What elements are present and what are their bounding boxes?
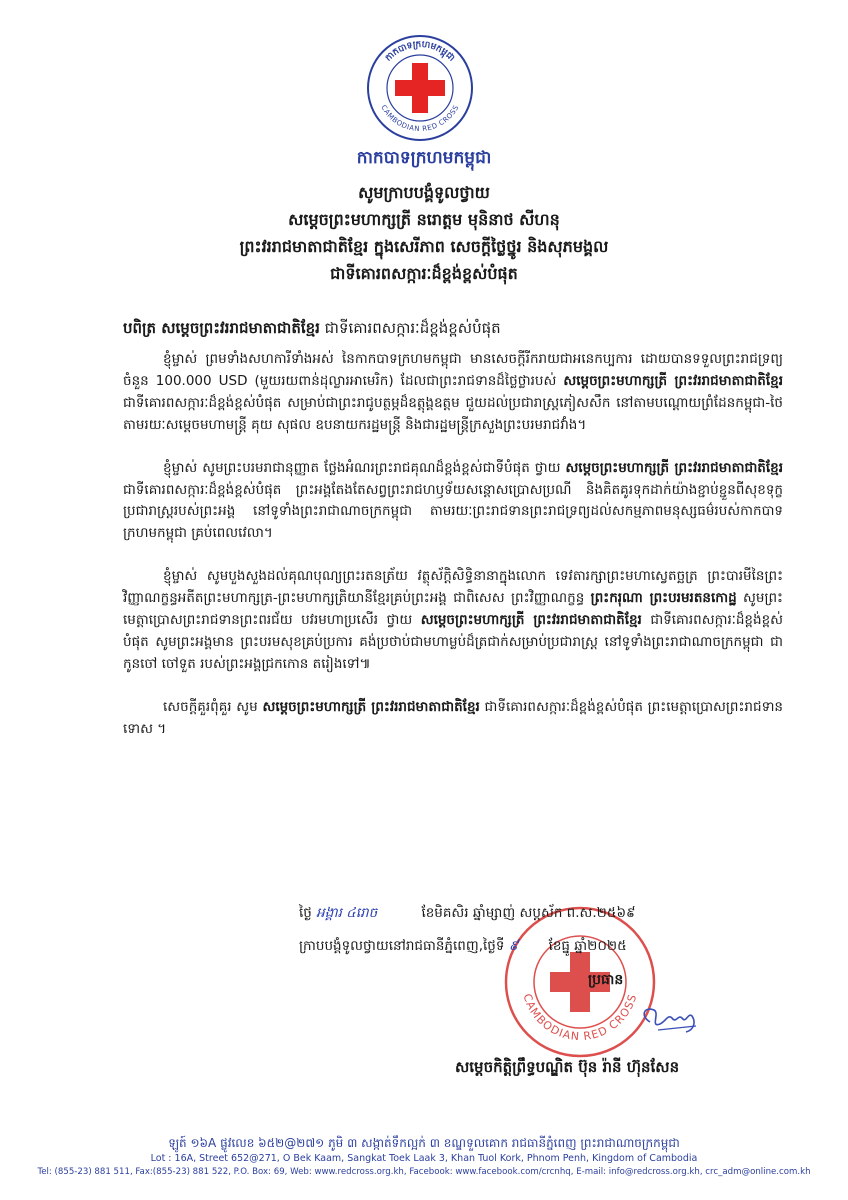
p2-text-c: ជាទីគោរពសក្ការៈដ៏ខ្ពង់ខ្ពស់បំផុត ព្រះអង្គតែងតែសព្វព្រះរាជហឫទ័យសន្តោសប្រោសប្រណី និងគិតគូរទុកដាក់យ៉ាងខ្ជាប់ខ្ជួនពីសុខទុក្ខប្រជារាស្ត្ររបស់ព្រះអង្គ នៅទូទាំងព្រះរាជាណាចក្រកម្ពុជា តាមរយៈព្រះរាជទានព្រះរាជទ្រព្យដល់សកម្មភាពមនុស្សធម៌របស់កាកបាទក្រហមកម្ពុជា គ្រប់ពេលវេលា។ [123, 481, 783, 542]
p4-text-a: សេចក្តីគួរពុំគួរ សូម [163, 698, 263, 715]
p4-text-c: ជាទីគោរពសក្ការៈដ៏ខ្ពង់ខ្ពស់បំផុត ព្រះមេត្តាប្រោសព្រះរាជទានទោស ។ [123, 698, 783, 737]
paragraph-3 [123, 566, 783, 676]
p4-bold-name: សម្តេចព្រះមហាក្សត្រី ព្រះវររាជមាតាជាតិខ្មែរ [262, 698, 480, 715]
heading-3: ព្រះវររាជមាតាជាតិខ្មែរ ក្នុងសេរីភាព សេចក្តីថ្លៃថ្នូរ និងសុភមង្គល [239, 237, 609, 256]
heading-1: សូមក្រាបបង្គំទូលថ្វាយ [358, 183, 490, 202]
heading-4: ជាទីគោរពសក្ការៈដ៏ខ្ពង់ខ្ពស់បំផុត [330, 264, 518, 283]
lunar-date-rest: ខែមិគសិរ ឆ្នាំម្សាញ់ សប្តស័ក ព.ស.២៥៦៩ [421, 905, 636, 921]
logo-english-ring: CAMBODIAN RED CROSS [379, 103, 461, 134]
seal-text: CAMBODIAN RED CROSS [520, 992, 640, 1044]
p2-text-a: ខ្ញុំម្ចាស់ សូមព្រះបរមរាជានុញ្ញាត ថ្លែងអំណរព្រះរាជគុណដ៏ខ្ពង់ខ្ពស់ជាទីបំផុត ថ្វាយ [163, 459, 566, 476]
letter-body [123, 349, 783, 741]
p1-bold-name: សម្តេចព្រះមហាក្សត្រី ព្រះវររាជមាតាជាតិខ្មែរ [563, 372, 784, 389]
p3-text-d: ជាទីគោរពសក្ការៈដ៏ខ្ពង់ខ្ពស់បំផុត សូមព្រះអង្គមាន ព្រះបរមសុខគ្រប់ប្រការ គង់ប្រថាប់ជាមហាម្លប់ដ៏ត្រជាក់សម្រាប់ប្រជារាស្ត្រ នៅទូទាំងព្រះរាជាណាចក្រកម្ពុជា ជាកូនចៅ ចៅទួត របស់ព្រះអង្គជ្រកកោន តរៀងទៅ៕ [123, 612, 783, 672]
solar-date-day: ៩ [508, 938, 519, 954]
lunar-date-label: ថ្ងៃ [299, 905, 312, 921]
salutation-suffix: ជាទីគោរពសក្ការៈដ៏ខ្ពង់ខ្ពស់បំផុត [319, 319, 501, 337]
handwritten-signature [636, 1000, 706, 1040]
signature-title: ប្រធាន [588, 972, 624, 988]
footer-contact: Tel: (855-23) 881 511, Fax:(855-23) 881 522, P.O. Box: 69, Web: www.redcross.org.kh, Facebook: www.facebook.com/crcnhq, E-mail: info@redcross.org.kh, crc_adm@online.com.kh [37, 1167, 811, 1177]
p1-text-a: ខ្ញុំម្ចាស់ ព្រមទាំងសហការីទាំងអស់ នៃកាកបាទក្រហមកម្ពុជា មានសេចក្តីរីករាយជាអនេកប្បការ ដោយបានទទួលព្រះរាជទ្រព្យ ចំនួន 100.000 USD (មួយរយពាន់ដុល្លារអាមេរិក) ដែលជាព្រះរាជទានដ៏ថ្លៃថ្លារបស់ [123, 351, 783, 389]
p1-text-c: ជាទីគោរពសក្ការៈដ៏ខ្ពង់ខ្ពស់បំផុត សម្រាប់ជាព្រះរាជូបត្ថម្ភដ៏ឧត្តុង្គឧត្តម ជួយដល់ប្រជារាស្ត្រភៀសសឹក នៅតាមបណ្តោយព្រំដែនកម្ពុជា-ថៃ តាមរយៈសម្តេចមហាមន្ត្រី គុយ សុផល ឧបនាយករដ្ឋមន្ត្រី និងជារដ្ឋមន្ត្រីក្រសួងព្រះបរមរាជវាំង។ [123, 394, 783, 433]
footer-khmer-address: ឡូត៍ ១៦A ផ្លូវលេខ ៦៥២@២៧១ ភូមិ ៣ សង្កាត់ទឹកល្អក់ ៣ ខណ្ឌទួលគោក រាជធានីភ្នំពេញ ព្រះរាជាណាចក្រកម្ពុជា [168, 1136, 680, 1150]
p3-bold-king: ព្រះករុណា ព្រះបរមរតនកោដ្ឋ [590, 590, 737, 607]
paragraph-4 [123, 697, 783, 741]
solar-date-label: ក្រាបបង្គំទូលថ្វាយនៅរាជធានីភ្នំពេញ,ថ្ងៃទី [299, 938, 505, 954]
logo-khmer-ring: កាកបាទក្រហមកម្ពុជា [383, 39, 457, 64]
p3-text-c: សូមព្រះមេត្តាប្រោសព្រះរាជទានព្រះពរជ័យ បវរមហាប្រសើរ ថ្វាយ [123, 590, 783, 629]
lunar-date [299, 903, 636, 923]
p3-bold-name: សម្តេចព្រះមហាក្សត្រី ព្រះវររាជមាតាជាតិខ្មែរ [420, 612, 642, 629]
salutation-name: បពិត្រ សម្តេចព្រះវររាជមាតាជាតិខ្មែរ [123, 319, 320, 337]
p2-bold-name: សម្តេចព្រះមហាក្សត្រី ព្រះវររាជមាតាជាតិខ្មែរ [565, 459, 784, 476]
solar-date-rest: ខែធ្នូ ឆ្នាំ២០២៥ [548, 938, 627, 954]
lunar-date-handwritten: អង្គារ ៤រោច [316, 905, 378, 921]
org-name: កាកបាទក្រហមកម្ពុជា [356, 148, 492, 168]
p3-text-a: ខ្ញុំម្ចាស់ សូមបួងសួងដល់គុណបុណ្យព្រះរតនត្រ័យ វត្ថុស័ក្តិសិទ្ធិនានាក្នុងលោក ទេវតារក្សាព្រះមហាស្វេតច្ឆត្រ ព្រះបារមីនៃព្រះវិញ្ញាណក្ខន្ធអតីតព្រះមហាក្សត្រ-ព្រះមហាក្សត្រិយានីខ្មែរគ្រប់ព្រះអង្គ ជាពិសេស ព្រះវិញ្ញាណក្ខន្ធ [123, 568, 783, 607]
solar-date [299, 936, 627, 956]
red-cross-logo [365, 33, 475, 143]
official-seal-stamp [502, 904, 658, 1060]
paragraph-2 [123, 458, 783, 546]
salutation [123, 318, 783, 338]
paragraph-1 [123, 349, 783, 437]
heading-2: សម្តេចព្រះមហាក្សត្រី នរោត្តម មុនិនាថ សីហនុ [288, 210, 560, 229]
signer-name: សម្តេចកិត្តិព្រឹទ្ធបណ្ឌិត ប៊ុន រ៉ានី ហ៊ុនសែន [455, 1058, 680, 1076]
footer-address: Lot : 16A, Street 652@271, O Bek Kaam, Sangkat Toek Laak 3, Khan Tuol Kork, Phnom Penh, Kingdom of Cambodia [150, 1153, 698, 1164]
